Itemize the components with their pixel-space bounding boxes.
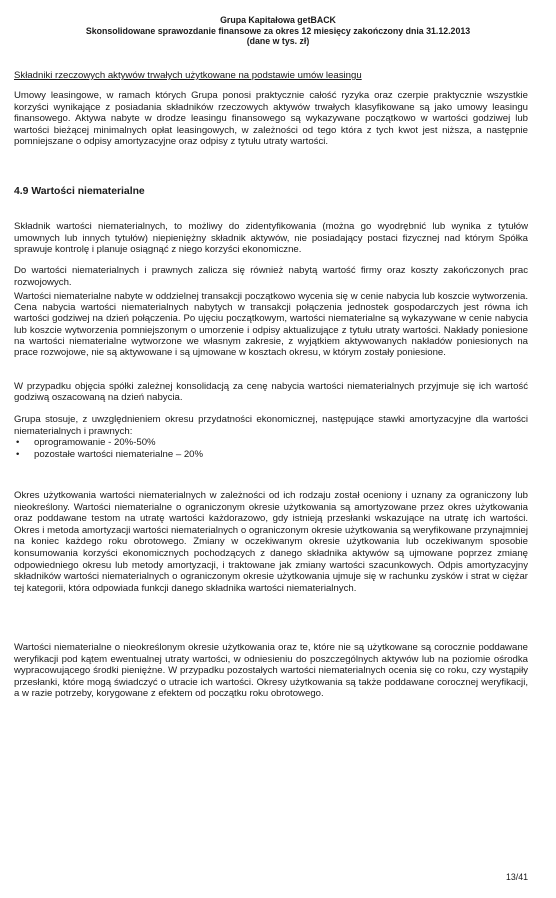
section-title: 4.9 Wartości niematerialne bbox=[14, 186, 145, 197]
section-paragraph-5: Grupa stosuje, z uwzględnieniem okresu przydatności ekonomicznej, następujące stawki amortyzacyjne dla wartości niematerialnych i prawnych: bbox=[14, 414, 528, 437]
section-paragraph-1: Składnik wartości niematerialnych, to możliwy do zidentyfikowania (można go wyodrębnić lub wynika z tytułów umownych lub innych tytułów) niepieniężny składnik aktywów, nie posiadający postaci fizycznej nad którym Spółka sprawuje kontrolę i planuje osiągnąć z niego korzyści ekonomiczne. bbox=[14, 221, 528, 256]
page-number: 13/41 bbox=[505, 872, 528, 882]
list-item: • oprogramowanie - 20%-50% bbox=[16, 437, 156, 448]
leasing-heading: Składniki rzeczowych aktywów trwałych użytkowane na podstawie umów leasingu bbox=[14, 70, 362, 81]
section-paragraph-4: W przypadku objęcia spółki zależnej konsolidacją za cenę nabycia wartości niematerialnych przyjmuje się ich wartość godziwą oszacowaną na dzień nabycia. bbox=[14, 381, 528, 404]
section-paragraph-3: Wartości niematerialne nabyte w oddzielnej transakcji początkowo wycenia się w cenie nabycia lub koszcie wytworzenia. Cena nabycia wartości niematerialnych nabytych w transakcji połączenia jednostek gospodarczych jest równa ich wartości godziwej na dzień połączenia. Po ujęciu początkowym, wartości niematerialne są wykazywane w cenie nabycia lub koszcie wytworzenia pomniejszonym o umorzenie i odpisy aktualizujące z tytułu utraty wartości. Nakłady poniesione na wartości niematerialne wytworzone we własnym zakresie, z wyjątkiem aktywowanych nakładów poniesionych na prace rozwojowe, nie są aktywowane i są ujmowane w kosztach okresu, w którym zostały poniesione. bbox=[14, 291, 528, 359]
amortization-rates-list bbox=[14, 437, 528, 460]
document-header bbox=[10, 15, 546, 47]
leasing-paragraph: Umowy leasingowe, w ramach których Grupa ponosi praktycznie całość ryzyka oraz czerpie praktycznie wszystkie korzyści wynikające z posiadania składników rzeczowych aktywów trwałych klasyfikowane są jako umowy leasingu finansowego. Aktywa nabyte w drodze leasingu finansowego są wykazywane początkowo w wartości godziwej lub wartości bieżącej minimalnych opłat leasingowych, w zależności od tego która z tych kwot jest niższa, a następnie pomniejszane o odpisy amortyzacyjne oraz odpisy z tytułu utraty wartości. bbox=[14, 90, 528, 148]
bullet-icon: • bbox=[16, 437, 20, 448]
section-paragraph-6: Okres użytkowania wartości niematerialnych w zależności od ich rodzaju został oceniony i uznany za ograniczony lub nieokreślony. Wartości niematerialne o ograniczonym okresie użytkowania są amortyzowane przez okres użytkowania oraz poddawane testom na utratę wartości każdorazowo, gdy istnieją przesłanki wskazujące na utratę ich wartości. Okres i metoda amortyzacji wartości niematerialnych o ograniczonym okresie użytkowania są weryfikowane przynajmniej na koniec każdego roku obrotowego. Zmiany w oczekiwanym okresie użytkowania lub oczekiwanym sposobie konsumowania korzyści ekonomicznych pochodzących z danego składnika aktywów są ujmowane poprzez zmianę odpowiedniego okresu lub metody amortyzacji, i traktowane jak zmiany wartości szacunkowych. Odpis amortyzacyjny składników wartości niematerialnych o ograniczonym okresie użytkowania ujmuje się w rachunku zysków i strat w ciężar tej kategorii, która odpowiada funkcji danego składnika wartości niematerialnych. bbox=[14, 490, 528, 594]
section-paragraph-2: Do wartości niematerialnych i prawnych zalicza się również nabytą wartość firmy oraz koszty zakończonych prac rozwojowych. bbox=[14, 265, 528, 288]
header-company: Grupa Kapitałowa getBACK bbox=[220, 15, 336, 25]
section-paragraph-7: Wartości niematerialne o nieokreślonym okresie użytkowania oraz te, które nie są użytkowane są corocznie poddawane weryfikacji pod kątem ewentualnej utraty wartości, w odniesieniu do poszczególnych aktywów lub na poziomie ośrodka wypracowującego środki pieniężne. W przypadku pozostałych wartości niematerialnych ocenia się co roku, czy wystąpiły przesłanki, które mogą świadczyć o utracie ich wartości. Okresy użytkowania są także poddawane corocznej weryfikacji, a w razie potrzeby, korygowane z efektem od początku roku obrotowego. bbox=[14, 642, 528, 700]
bullet-icon: • bbox=[16, 448, 20, 460]
list-item: • pozostałe wartości niematerialne – 20% bbox=[16, 448, 204, 460]
header-units: (dane w tys. zł) bbox=[246, 36, 310, 47]
header-report-title: Skonsolidowane sprawozdanie finansowe za okres 12 miesięcy zakończony dnia 31.12.2013 bbox=[85, 25, 471, 36]
